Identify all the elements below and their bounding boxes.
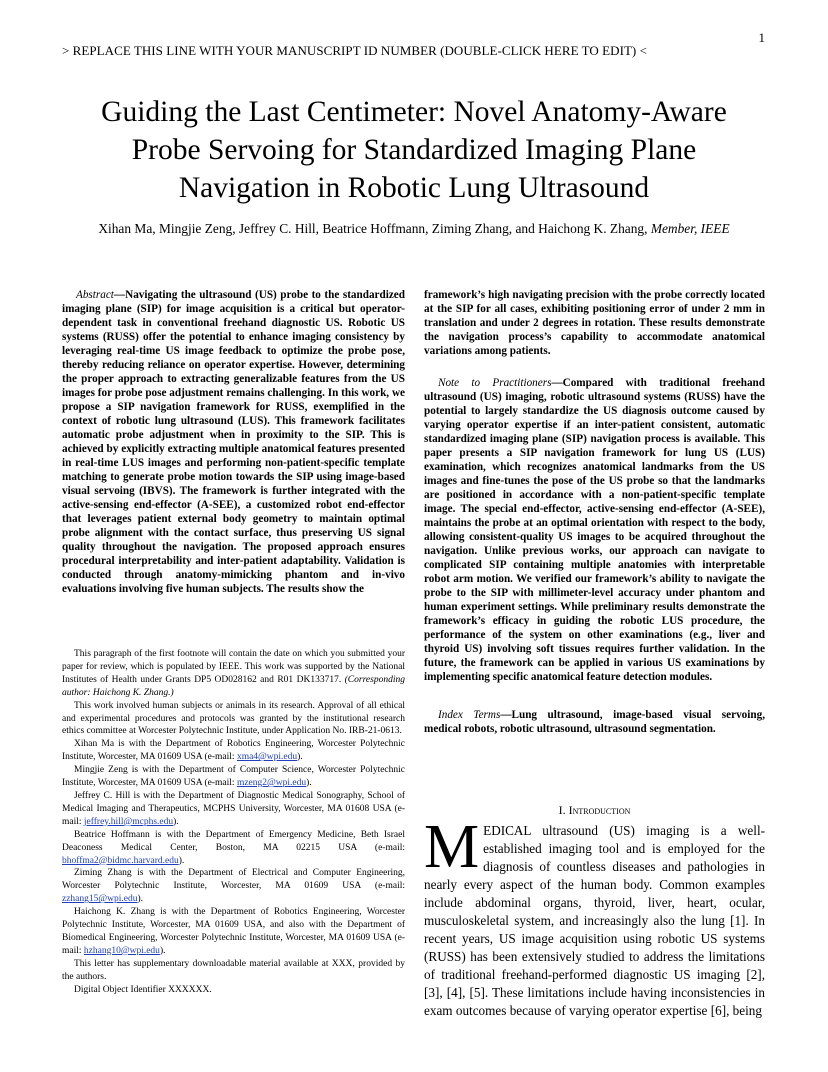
email-link[interactable]: xma4@wpi.edu [236, 752, 298, 763]
author-membership: Member, IEEE [650, 221, 730, 236]
note-label: Note to Practitioners [438, 377, 552, 389]
email-link[interactable]: zzhang15@wpi.edu [62, 894, 138, 905]
footnote-affiliation: Xihan Ma is with the Department of Robotics Engineering, Worcester Polytechnic Institute, Worcester, MA 01609 USA (e-mail: xma4@wpi.edu). [62, 739, 405, 763]
abstract-continuation: framework’s high navigating precision with the probe correctly located at the SIP for all cases, exhibiting positioning error of under 2 mm in translation and under 2 degrees in rotation. These results demonstrate the navigation process’s capability to accommodate anatomical variations among patients. [424, 289, 765, 357]
index-terms-label: Index Terms [438, 709, 501, 721]
corresponding-author: (Corresponding author: Haichong K. Zhang.) [62, 674, 405, 698]
intro-paragraph [424, 813, 765, 1020]
footnotes [62, 648, 405, 996]
section-heading: I. Introduction [558, 803, 631, 817]
footnote-supplementary: This letter has supplementary downloadable material available at XXX, provided by the authors. [62, 958, 405, 982]
footnote-affiliation: Haichong K. Zhang is with the Department of Robotics Engineering, Worcester Polytechnic Institute, Worcester, MA 01609 USA, and also with the Department of Biomedical Engineering, Worcester Polytechnic Institute, Worcester, MA 01609 USA (e-mail: hzhang10@wpi.edu). [62, 907, 405, 956]
footnote-affiliation: Beatrice Hoffmann is with the Department of Emergency Medicine, Beth Israel Deaconess Medical Center, Boston, MA 02215 USA (e-mail: bhoffma2@bidmc.harvard.edu). [62, 829, 405, 866]
title-line: Probe Servoing for Standardized Imaging Plane [131, 134, 697, 166]
abstract [62, 288, 405, 596]
note-text: —Compared with traditional freehand ultrasound (US) imaging, robotic ultrasound systems (RUSS) have the potential to largely standardize the US diagnosis outcome caused by varying operator expertise if an inter-patient consistent, automatic standardized imaging plane (SIP) navigation process is available. This paper presents a SIP navigation framework for lung US (LUS) examination, which recognizes anatomical landmarks from the US images and fine-tunes the pose of the US probe so that the landmarks are positioned in accordance with a non-patient-specific template image. The special end-effector, active-sensing end-effector (A-SEE), maintains the probe at an optimal orientation with respect to the body, allowing consistent-quality US images to be acquired throughout the navigation. Unlike previous works, our approach can navigate to complicated SIP containing multiple anatomies with interpretable robot arm motion. We verified our framework’s ability to navigate the probe to the SIP with millimeter-level accuracy under phantom and human experiment settings. While preliminary results demonstrate the framework’s efficacy in guiding the robotic LUS procedure, the performance of the system on other examinations (e.g., liver and thyroid US) involving soft tissues requires further validation. In the future, the framework can be applied in various US examinations by implementing specific anatomical feature detection modules. [424, 377, 765, 683]
manuscript-id-header[interactable]: > REPLACE THIS LINE WITH YOUR MANUSCRIPT ID NUMBER (DOUBLE-CLICK HERE TO EDIT) < [62, 43, 647, 58]
email-link[interactable]: bhoffma2@bidmc.harvard.edu [62, 855, 179, 866]
footnote-affiliation: Jeffrey C. Hill is with the Department of Diagnostic Medical Sonography, School of Medical Imaging and Therapeutics, MCPHS University, Worcester, MA 01608 USA (e-mail: jeffrey.hill@mcphs.edu). [62, 790, 405, 827]
footnote-ethics: This work involved human subjects or animals in its research. Approval of all ethical and experimental procedures and protocols was granted by the institutional research ethics committee at Worcester Polytechnic Institute, under Application No. IRB-21-0613. [62, 700, 405, 737]
title-line: Guiding the Last Centimeter: Novel Anatomy-Aware [101, 96, 727, 128]
introduction [424, 813, 765, 1020]
paper-title [40, 93, 788, 207]
email-link[interactable]: hzhang10@wpi.edu [83, 945, 160, 956]
drop-cap: M [424, 813, 480, 881]
email-link[interactable]: jeffrey.hill@mcphs.edu [83, 816, 174, 827]
left-column [62, 288, 405, 596]
title-line: Navigation in Robotic Lung Ultrasound [178, 172, 650, 204]
footnote-affiliation: Mingjie Zeng is with the Department of Computer Science, Worcester Polytechnic Institute, Worcester, MA 01609 USA (e-mail: mzeng2@wpi.edu). [62, 765, 405, 789]
abstract-label: Abstract [76, 289, 114, 301]
page-number: 1 [758, 30, 765, 45]
author-list [70, 220, 758, 237]
note-to-practitioners [424, 376, 765, 684]
footnote-funding: This paragraph of the first footnote will contain the date on which you submitted your paper for review, which is populated by IEEE. This work was supported by the National Institutes of Health under Grants DP5 OD028162 and R01 DK133717. (Corresponding author: Haichong K. Zhang.) [62, 649, 405, 698]
author-names: Xihan Ma, Mingjie Zeng, Jeffrey C. Hill, Beatrice Hoffmann, Ziming Zhang, and Haichong K. Zhang, [98, 221, 651, 236]
right-column [424, 288, 765, 736]
email-link[interactable]: mzeng2@wpi.edu [236, 778, 307, 789]
index-terms-text: —Lung ultrasound, image-based visual servoing, medical robots, robotic ultrasound, ultrasound segmentation. [424, 709, 765, 735]
abstract-text: —Navigating the ultrasound (US) probe to the standardized imaging plane (SIP) for image acquisition is a critical but operator-dependent task in conventional freehand diagnostic US. Robotic US systems (RUSS) offer the potential to enhance imaging consistency by leveraging real-time US image feedback to optimize the probe pose, thereby reducing reliance on operator expertise. However, determining the proper approach to extracting generalizable features from the US images for probe pose adjustment remains challenging. In this work, we propose a SIP navigation framework for RUSS, exemplified in the context of robotic lung ultrasound (LUS). This framework facilitates automatic probe adjustment when in proximity to the SIP. This is achieved by explicitly extracting multiple anatomical features presented in real-time LUS images and performing non-patient-specific template matching to generate probe motion towards the SIP using image-based visual servoing (IBVS). The framework is further integrated with the active-sensing end-effector (A-SEE), a customized robot end-effector that leverages patient external body geometry to maintain optimal probe alignment with the contact surface, thus preserving US signal quality throughout the navigation. The proposed approach ensures procedural interpretability and inter-patient adaptability. Validation is conducted through anatomy-mimicking phantom and in-vivo evaluations involving five human subjects. The results show the [62, 289, 405, 595]
index-terms [424, 708, 765, 736]
intro-text: EDICAL ultrasound (US) imaging is a well-established imaging tool and is employed for the diagnosis of countless diseases and pathologies in nearly every aspect of the human body. Common examples include abdominal organs, thyroid, liver, heart, ocular, musculoskeletal system, and increasingly also the lung [1]. In recent years, US image acquisition using robotic US systems (RUSS) has been extensively studied to address the limitations of traditional freehand-performed diagnostic US imaging [2], [3], [4], [5]. These limitations include having inconsistencies in exam outcomes because of varying operator expertise [6], being [424, 823, 765, 1018]
footnote-affiliation: Ziming Zhang is with the Department of Electrical and Computer Engineering, Worcester Polytechnic Institute, Worcester, MA 01609 USA (e-mail: zzhang15@wpi.edu). [62, 868, 405, 905]
footnote-doi: Digital Object Identifier XXXXXX. [74, 984, 212, 995]
